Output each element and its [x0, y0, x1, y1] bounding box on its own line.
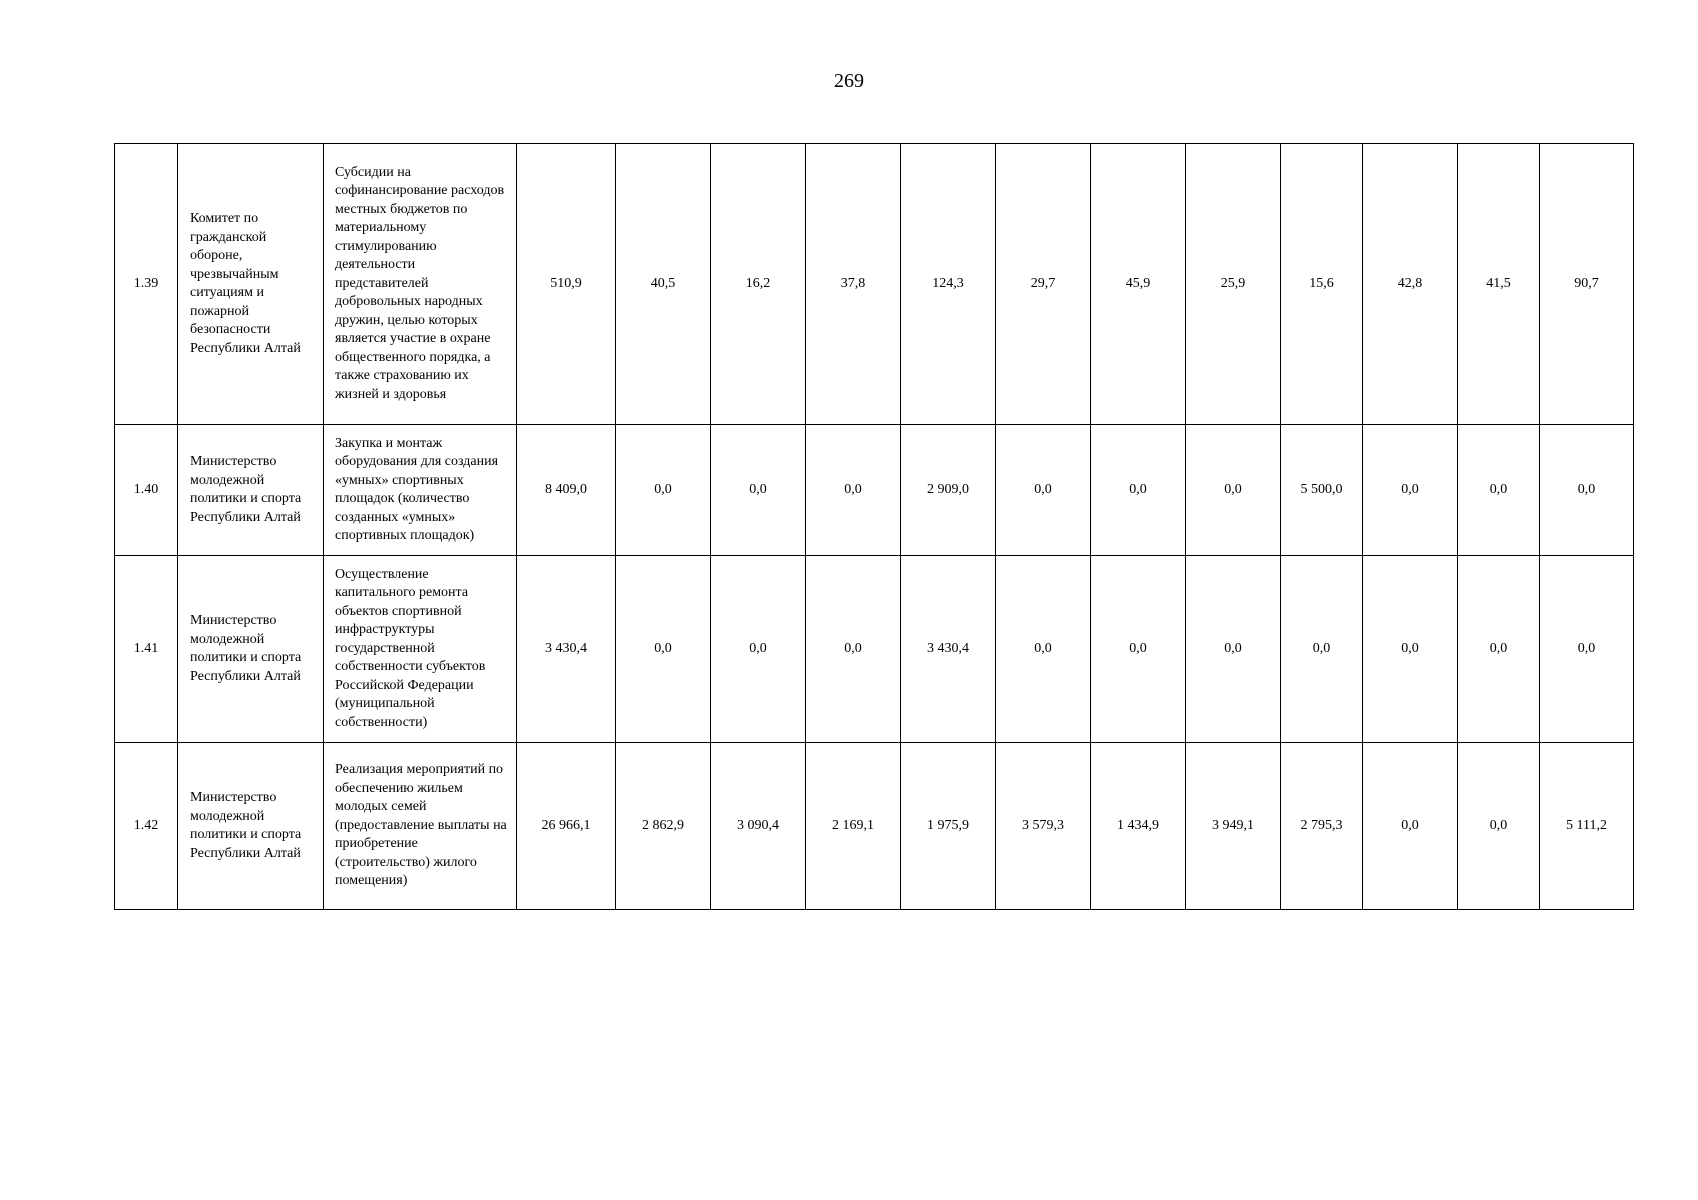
value-cell: 0,0	[1186, 425, 1281, 556]
value-cell: 2 169,1	[806, 743, 901, 910]
value-cell: 5 111,2	[1540, 743, 1634, 910]
value-cell: 37,8	[806, 144, 901, 425]
table-row	[115, 556, 1634, 743]
description-cell: Реализация мероприятий по обеспечению жильем молодых семей (предоставление выплаты на приобретение (строительство) жилого помещения)	[324, 743, 517, 910]
organization-cell: Министерство молодежной политики и спорта Республики Алтай	[178, 556, 324, 743]
value-cell: 3 579,3	[996, 743, 1091, 910]
value-cell: 0,0	[1363, 425, 1458, 556]
value-cell: 45,9	[1091, 144, 1186, 425]
value-cell: 510,9	[517, 144, 616, 425]
value-cell: 2 909,0	[901, 425, 996, 556]
value-cell: 0,0	[616, 425, 711, 556]
organization-cell: Комитет по гражданской обороне, чрезвычайным ситуациям и пожарной безопасности Республики Алтай	[178, 144, 324, 425]
value-cell: 16,2	[711, 144, 806, 425]
value-cell: 5 500,0	[1281, 425, 1363, 556]
value-cell: 25,9	[1186, 144, 1281, 425]
value-cell: 15,6	[1281, 144, 1363, 425]
table-row	[115, 743, 1634, 910]
table-row	[115, 425, 1634, 556]
value-cell: 41,5	[1458, 144, 1540, 425]
value-cell: 0,0	[996, 556, 1091, 743]
value-cell: 0,0	[1363, 743, 1458, 910]
value-cell: 90,7	[1540, 144, 1634, 425]
value-cell: 3 430,4	[901, 556, 996, 743]
value-cell: 0,0	[1091, 425, 1186, 556]
value-cell: 3 430,4	[517, 556, 616, 743]
page-number: 269	[834, 70, 864, 92]
value-cell: 0,0	[1540, 425, 1634, 556]
value-cell: 3 949,1	[1186, 743, 1281, 910]
value-cell: 0,0	[711, 556, 806, 743]
organization-cell: Министерство молодежной политики и спорта Республики Алтай	[178, 425, 324, 556]
organization-cell: Министерство молодежной политики и спорта Республики Алтай	[178, 743, 324, 910]
value-cell: 1 975,9	[901, 743, 996, 910]
description-cell: Субсидии на софинансирование расходов местных бюджетов по материальному стимулированию деятельности представителей добровольных народных дружин, целью которых является участие в охране общественного порядка, а также страхованию их жизней и здоровья	[324, 144, 517, 425]
value-cell: 0,0	[1458, 743, 1540, 910]
value-cell: 0,0	[1540, 556, 1634, 743]
value-cell: 2 862,9	[616, 743, 711, 910]
value-cell: 42,8	[1363, 144, 1458, 425]
description-cell: Закупка и монтаж оборудования для создания «умных» спортивных площадок (количество созданных «умных» спортивных площадок)	[324, 425, 517, 556]
value-cell: 0,0	[1363, 556, 1458, 743]
value-cell: 8 409,0	[517, 425, 616, 556]
description-cell: Осуществление капитального ремонта объектов спортивной инфраструктуры государственной собственности субъектов Российской Федерации (муниципальной собственности)	[324, 556, 517, 743]
value-cell: 3 090,4	[711, 743, 806, 910]
table-row	[115, 144, 1634, 425]
value-cell: 1 434,9	[1091, 743, 1186, 910]
row-number: 1.40	[115, 425, 178, 556]
value-cell: 26 966,1	[517, 743, 616, 910]
budget-table	[114, 143, 1634, 910]
value-cell: 124,3	[901, 144, 996, 425]
row-number: 1.39	[115, 144, 178, 425]
value-cell: 0,0	[1458, 556, 1540, 743]
row-number: 1.42	[115, 743, 178, 910]
value-cell: 0,0	[711, 425, 806, 556]
value-cell: 0,0	[1458, 425, 1540, 556]
value-cell: 2 795,3	[1281, 743, 1363, 910]
value-cell: 0,0	[616, 556, 711, 743]
value-cell: 0,0	[1281, 556, 1363, 743]
value-cell: 0,0	[806, 556, 901, 743]
row-number: 1.41	[115, 556, 178, 743]
value-cell: 0,0	[1186, 556, 1281, 743]
value-cell: 29,7	[996, 144, 1091, 425]
value-cell: 40,5	[616, 144, 711, 425]
value-cell: 0,0	[1091, 556, 1186, 743]
value-cell: 0,0	[996, 425, 1091, 556]
value-cell: 0,0	[806, 425, 901, 556]
